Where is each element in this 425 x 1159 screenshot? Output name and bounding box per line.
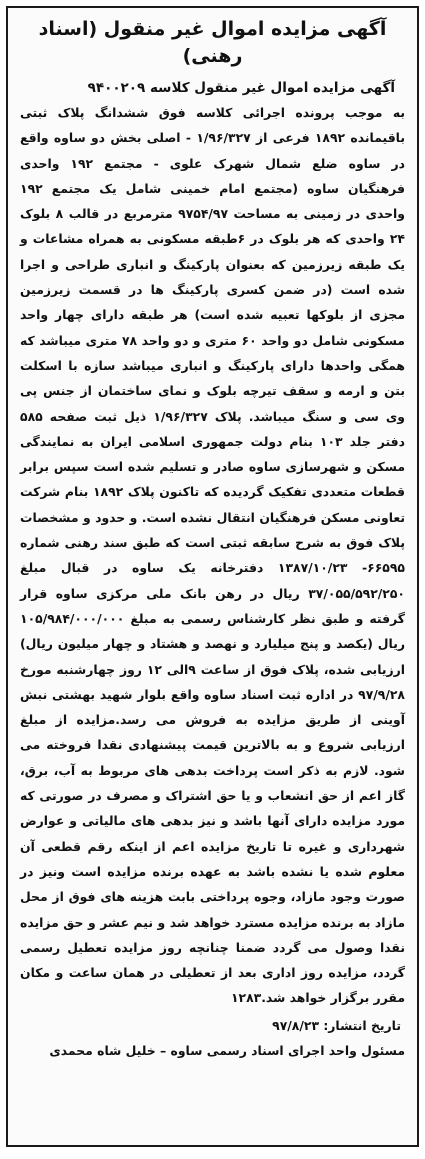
notice-title: آگهی مزایده اموال غیر منقول (اسناد رهنی) xyxy=(38,18,387,67)
publish-date: تاریخ انتشار: ۹۷/۸/۲۳ xyxy=(272,1017,401,1033)
notice-subtitle: آگهی مزایده اموال غیر منقول کلاسه ۹۴۰۰۲۰۹ xyxy=(87,80,395,96)
auction-notice xyxy=(6,6,419,1147)
notice-body: به موجب پرونده اجرائی کلاسه فوق ششدانگ پلاک ثبتی باقیمانده ۱۸۹۲ فرعی از ۱/۹۶/۳۲۷ - اصلی بخش دو ساوه واقع در ساوه ضلع شمال شهرک علوی - مجتمع ۱۹۲ واحدی فرهنگیان ساوه (مجتمع امام خمینی شامل یک مجتمع ۱۹۲ واحدی در زمینی به مساحت ۹۷۵۴/۹۷ مترمربع در قالب ۸ بلوک ۲۴ واحدی که هر بلوک در ۶طبقه مسکونی به همراه مشاعات و یک طبقه زیرزمین که بعنوان پارکینگ و انباری طراحی و اجرا شده است (در ضمن کسری پارکینگ ها در قسمت زیرزمین مجزی از بلوکها تعبیه شده است) هر طبقه دارای چهار واحد مسکونی شامل دو واحد ۶۰ متری و دو واحد ۷۸ متری میباشد که همگی واحدها دارای پارکینگ و انباری میباشد سازه با اسکلت بتن و ارمه و سقف تیرچه بلوک و نمای ساختمان از جنس پی وی سی و سنگ میباشد. پلاک ۱/۹۶/۳۲۷ ذیل ثبت صفحه ۵۸۵ دفتر جلد ۱۰۳ بنام دولت جمهوری اسلامی ایران به نمایندگی مسکن و شهرسازی ساوه صادر و تسلیم شده است سپس برابر قطعات متعددی تفکیک گردیده که تاکنون پلاک ۱۸۹۲ بنام شرکت تعاونی مسکن فرهنگیان انتقال نشده است. و حدود و مشخصات پلاک فوق به شرح سابقه ثبتی است که طبق سند رهنی شماره ۶۶۵۹۵- ۱۳۸۷/۱۰/۲۳ دفترخانه یک ساوه در قبال مبلغ ۳۷/۰۵۵/۵۹۲/۲۵۰ ریال در رهن بانک ملی مرکزی ساوه قرار گرفته و طبق نظر کارشناس رسمی به مبلغ ۱۰۵/۹۸۴/۰۰۰/۰۰۰ ریال (یکصد و پنج میلیارد و نهصد و هشتاد و چهار میلیون ریال) ارزیابی شده، پلاک فوق از ساعت ۹الی ۱۲ روز چهارشنبه مورخ ۹۷/۹/۲۸ در اداره ثبت اسناد ساوه واقع بلوار شهید بهشتی نبش آوینی از طریق مزایده به فروش می رسد.مزایده از مبلغ ارزیابی شروع و به بالاترین قیمت پیشنهادی نقدا فروخته می شود. لازم به ذکر است پرداخت بدهی های مربوط به آب، برق، گاز اعم از حق انشعاب و یا حق اشتراک و مصرف در صورتی که مورد مزایده دارای آنها باشد و نیز بدهی های مالیاتی و عوارض شهرداری و غیره تا تاریخ مزایده اعم از اینکه رقم قطعی آن معلوم شده یا نشده باشد به عهده برنده مزایده است ونیز در صورت وجود مازاد، وجوه پرداختی بابت هزینه های فوق از محل مازاد به برنده مزایده مسترد خواهد شد و نیم عشر و حق مزایده نقدا وصول می گردد ضمنا چنانچه روز مزایده تعطیل رسمی گردد، مزایده روز اداری بعد از تعطیلی در همان ساعت و مکان مقرر برگزار خواهد شد.۱۲۸۳ xyxy=(20,105,406,1006)
signature: مسئول واحد اجرای اسناد رسمی ساوه – خلیل شاه محمدی xyxy=(49,1042,405,1058)
